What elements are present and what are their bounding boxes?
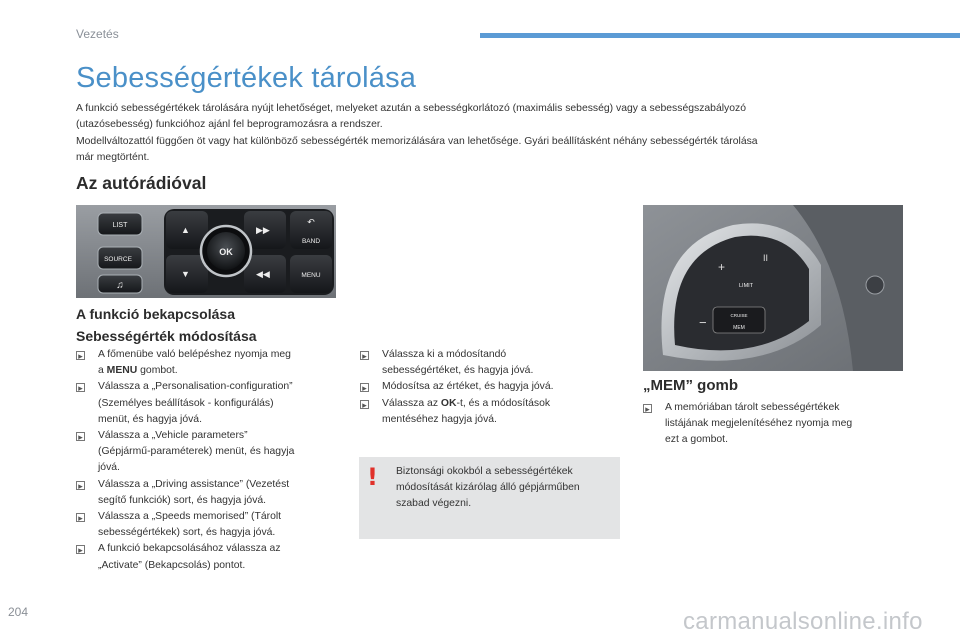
list-item: ▸ Válassza a „Vehicle parameters” (Gépjármű-paraméterek) menüt, és hagyja jóvá.	[76, 428, 346, 477]
limit-label: LIMIT	[739, 283, 754, 289]
down-arrow-icon: ▼	[181, 269, 190, 279]
warning-text: Biztonsági okokból a sebességértékek módosítását kizárólag álló gépjárműben szabad végezni.	[396, 466, 580, 510]
safety-warning-box	[359, 457, 620, 539]
music-note-icon: ♫	[116, 280, 124, 291]
back-icon: ↶	[307, 217, 315, 227]
ok-button-label: OK	[219, 247, 233, 257]
mem-steps-list	[643, 400, 903, 449]
intro-line-3: Modellváltozattól függően öt vagy hat különböző sebességérték memorizálására van lehetősége. Gyári beállításként néhány sebességérték tárolása	[76, 136, 758, 147]
cruise-label: CRUISE	[730, 313, 748, 318]
page-number: 204	[8, 605, 29, 619]
activation-steps-list	[76, 347, 346, 574]
minus-icon: −	[699, 315, 707, 330]
list-item: ▸ A funkció bekapcsolásához válassza az „Activate” (Bekapcsolás) pontot.	[76, 541, 346, 573]
arrow-box-icon: ▸	[360, 351, 369, 360]
intro-line-2: (utazósebesség) funkcióhoz ajánl fel beprogramozásra a rendszer.	[76, 119, 383, 130]
modify-steps-list	[360, 347, 620, 428]
mem-label: MEM	[733, 325, 745, 331]
arrow-box-icon: ▸	[643, 404, 652, 413]
arrow-box-icon: ▸	[76, 383, 85, 392]
list-item: ▸ Válassza ki a módosítandó sebességértéket, és hagyja jóvá.	[360, 347, 620, 379]
list-item: ▸ Válassza az OK-t, és a módosítások mentéséhez hagyja jóvá.	[360, 396, 620, 428]
mem-button-title: „MEM” gomb	[643, 377, 738, 394]
arrow-box-icon: ▸	[76, 513, 85, 522]
list-button-label: LIST	[112, 222, 128, 229]
section-header: Vezetés	[76, 27, 119, 41]
intro-line-1: A funkció sebességértékek tárolására nyújt lehetőséget, melyeket azután a sebességkorlátozó (maximális sebesség) vagy a sebességszabályozó	[76, 103, 746, 114]
list-item: ▸ Válassza a „Driving assistance” (Vezetést segítő funkciók) sort, és hagyja jóvá.	[76, 477, 346, 509]
radio-control-panel-image	[76, 205, 336, 298]
source-button-label: SOURCE	[104, 256, 132, 263]
list-item: ▸ Válassza a „Speeds memorised” (Tárolt sebességértékek) sort, és hagyja jóvá.	[76, 509, 346, 541]
menu-button-label: MENU	[301, 272, 321, 279]
arrow-box-icon: ▸	[76, 351, 85, 360]
pause-icon: II	[763, 253, 769, 263]
arrow-box-icon: ▸	[76, 432, 85, 441]
exclamation-icon: !	[367, 463, 378, 491]
list-item: ▸ A főmenübe való belépéshez nyomja meg a MENU gombot.	[76, 347, 346, 379]
activation-subtitle: A funkció bekapcsolása	[76, 306, 235, 322]
list-item: ▸ Válassza a „Personalisation-configuration” (Személyes beállítások - konfigurálás) menüt, és hagyja jóvá.	[76, 379, 346, 428]
intro-line-4: már megtörtént.	[76, 152, 150, 163]
page-title: Sebességértékek tárolása	[76, 62, 417, 94]
header-accent-bar	[480, 33, 960, 38]
list-item: ▸ Módosítsa az értéket, és hagyja jóvá.	[360, 379, 620, 395]
up-arrow-icon: ▲	[181, 225, 190, 235]
watermark: carmanualsonline.info	[683, 608, 923, 635]
rewind-icon: ◀◀	[256, 269, 270, 279]
arrow-box-icon: ▸	[76, 481, 85, 490]
list-item: ▸ A memóriában tárolt sebességértékek listájának megjelenítéséhez nyomja meg ezt a gombot.	[643, 400, 903, 449]
steering-wheel-controls-image	[643, 205, 903, 371]
arrow-box-icon: ▸	[360, 400, 369, 409]
plus-icon: +	[718, 260, 726, 274]
arrow-box-icon: ▸	[76, 545, 85, 554]
band-button-label: BAND	[301, 238, 321, 245]
arrow-box-icon: ▸	[360, 383, 369, 392]
modify-subtitle: Sebességérték módosítása	[76, 328, 257, 344]
section-title: Az autórádióval	[76, 173, 207, 193]
fast-forward-icon: ▶▶	[256, 225, 270, 235]
